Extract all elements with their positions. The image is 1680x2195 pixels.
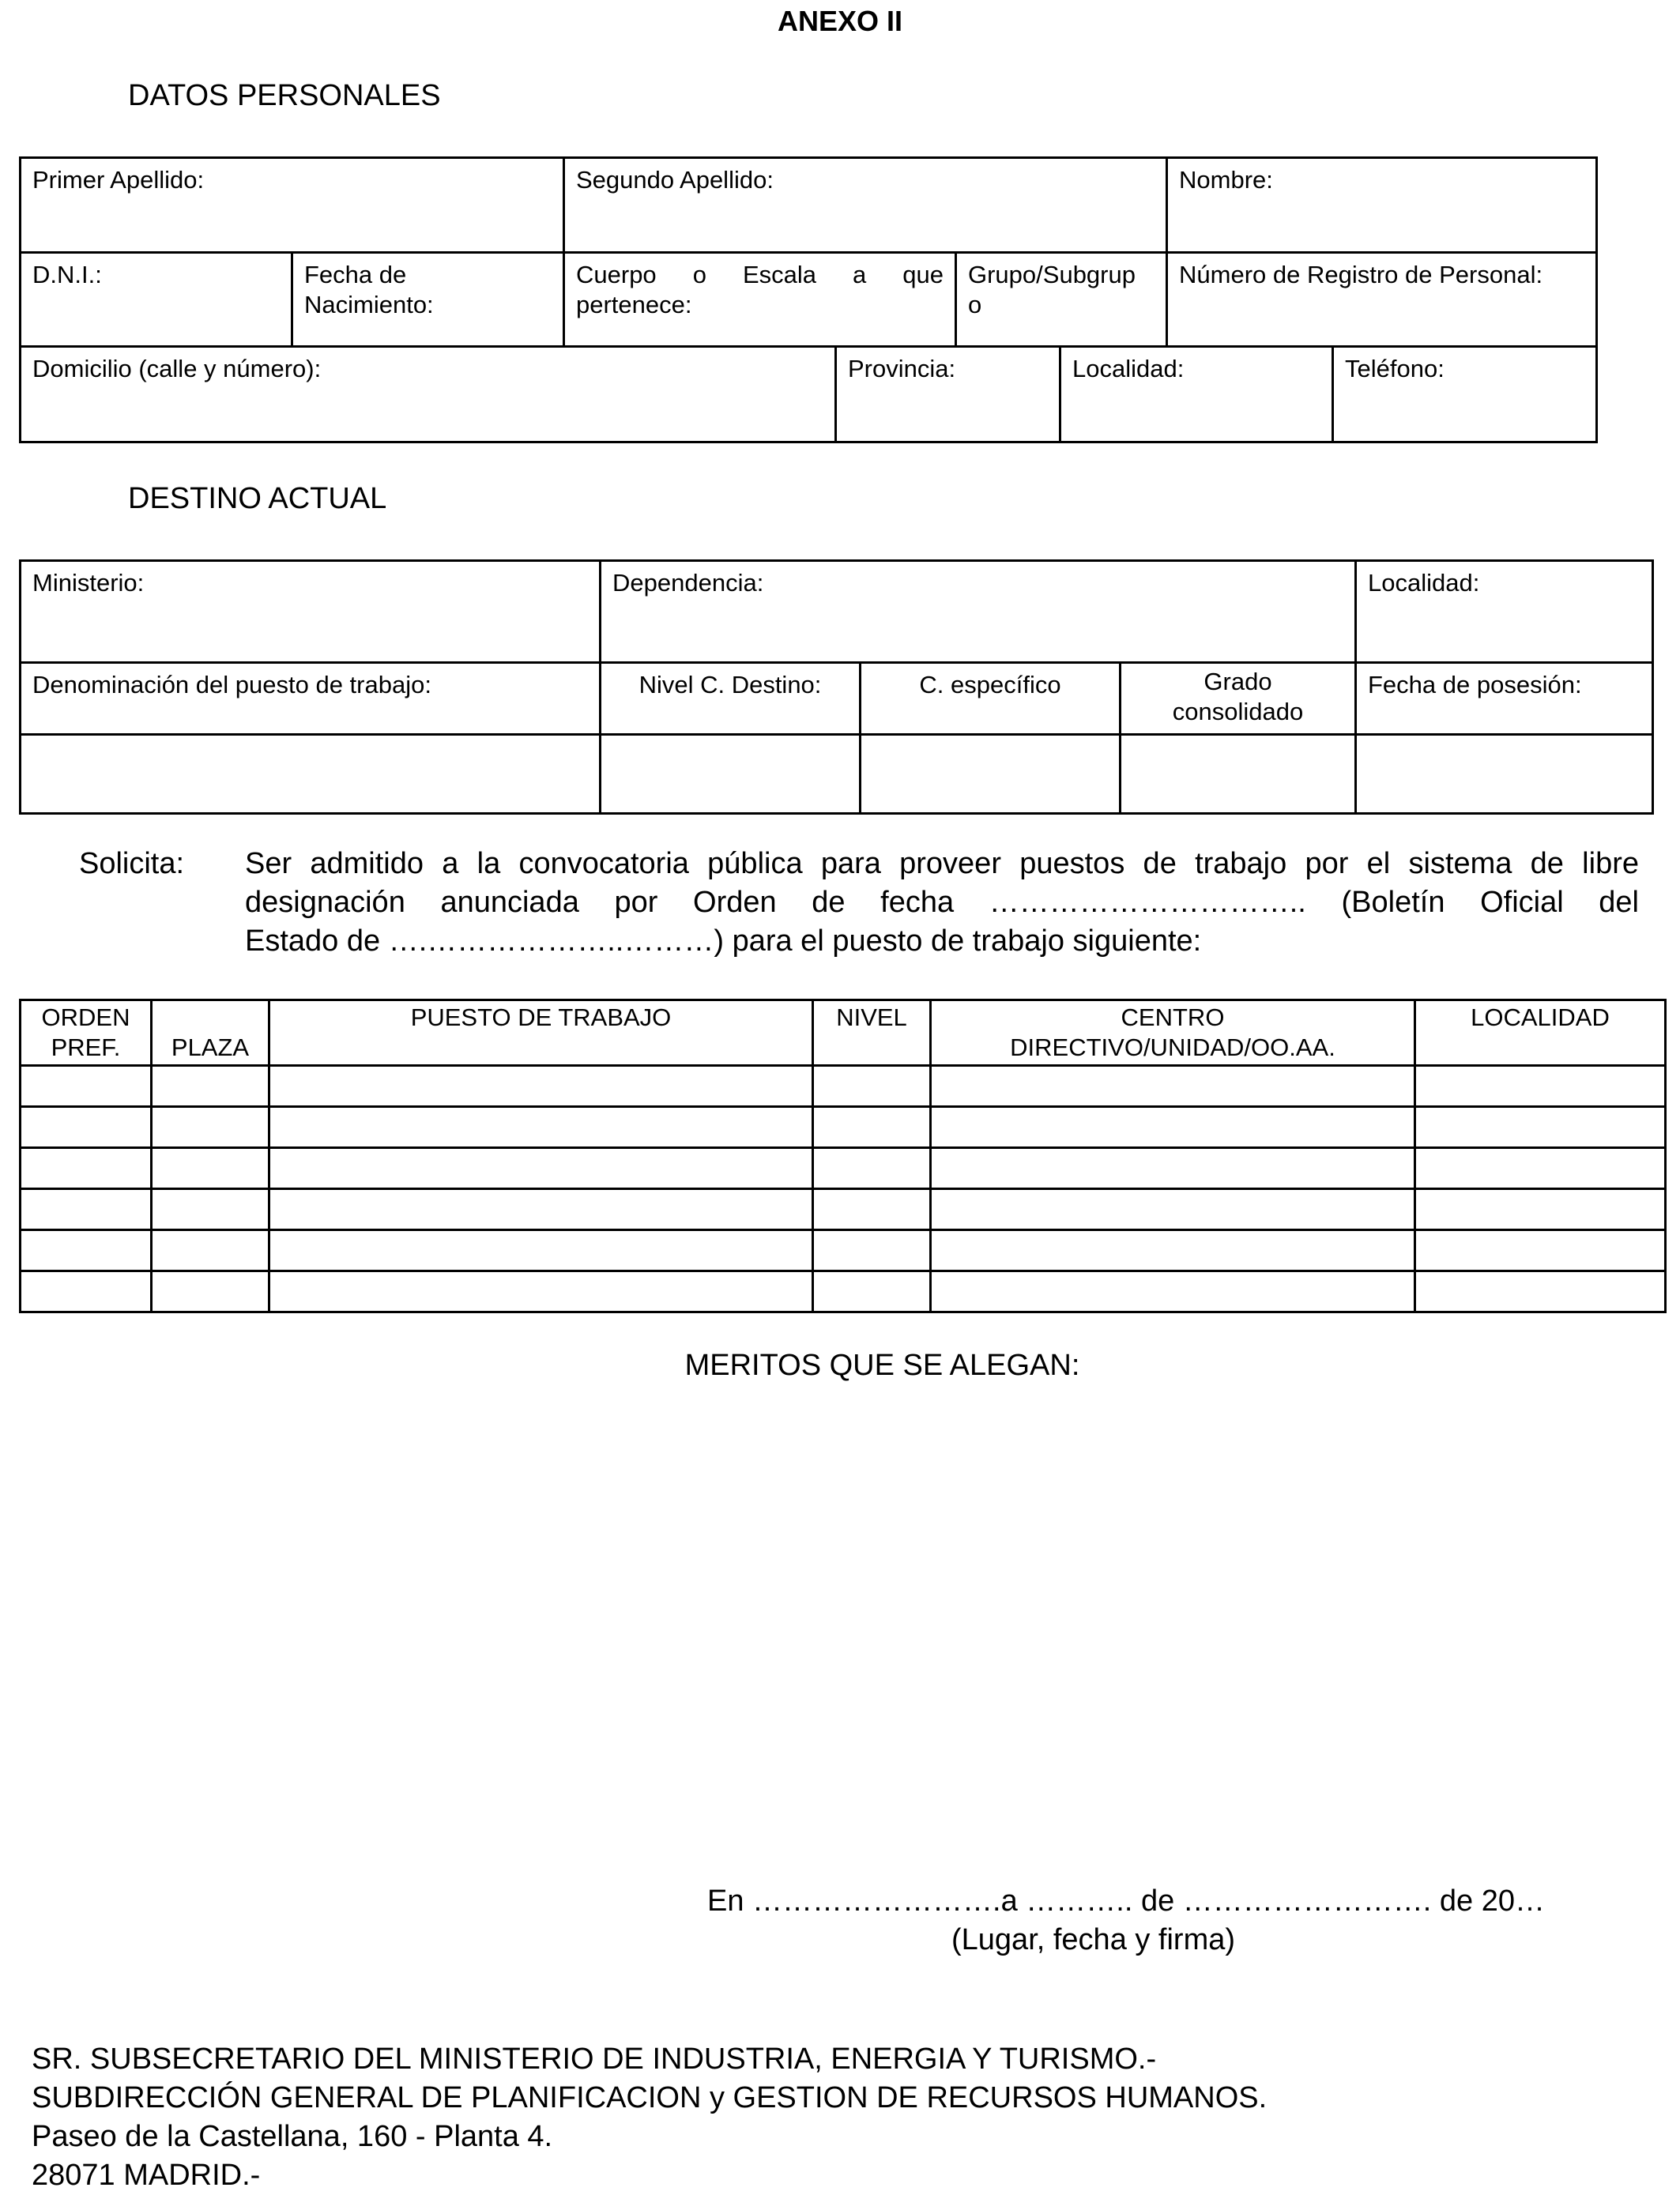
centro-label: CENTRO — [1121, 1003, 1225, 1031]
nombre-label: Nombre: — [1179, 166, 1273, 194]
localidad-cell[interactable] — [1415, 1148, 1666, 1189]
grado-label-2: consolidado — [1172, 698, 1304, 725]
plaza-header — [152, 1000, 269, 1066]
localidad-label: Localidad: — [1072, 355, 1185, 382]
especifico-header — [861, 663, 1121, 735]
grupo-label-2: o — [968, 291, 982, 318]
localidad-cell[interactable] — [1415, 1271, 1666, 1312]
nivel-destino-header — [601, 663, 861, 735]
cuerpo-escala-field[interactable] — [564, 253, 956, 347]
dni-label: D.N.I.: — [32, 261, 102, 288]
segundo-apellido-field[interactable] — [564, 158, 1167, 253]
grupo-field[interactable] — [956, 253, 1167, 347]
denominacion-header — [21, 663, 601, 735]
orden-header — [21, 1000, 152, 1066]
puesto-cell[interactable] — [269, 1148, 813, 1189]
solicita-line-2: designación anunciada por Orden de fecha ………………………….. (Boletín Oficial del — [245, 886, 1639, 919]
centro-cell[interactable] — [931, 1271, 1415, 1312]
dni-field[interactable] — [21, 253, 292, 347]
especifico-label: C. específico — [919, 671, 1061, 698]
grado-label: Grado — [1203, 668, 1272, 695]
localidad-cell[interactable] — [1415, 1189, 1666, 1230]
orden-cell[interactable] — [21, 1148, 152, 1189]
grupo-label: Grupo/Subgrup — [968, 261, 1136, 288]
dependencia-label: Dependencia: — [612, 569, 764, 597]
cuerpo-escala-label-2: pertenece: — [576, 291, 692, 318]
plaza-cell[interactable] — [152, 1066, 269, 1107]
centro-cell[interactable] — [931, 1230, 1415, 1271]
fecha-nacimiento-label-2: Nacimiento: — [304, 291, 434, 318]
puestos-localidad-label: LOCALIDAD — [1471, 1003, 1610, 1031]
centro-cell[interactable] — [931, 1148, 1415, 1189]
centro-cell[interactable] — [931, 1189, 1415, 1230]
primer-apellido-label: Primer Apellido: — [32, 166, 205, 194]
domicilio-label: Domicilio (calle y número): — [32, 355, 322, 382]
puesto-label: PUESTO DE TRABAJO — [410, 1003, 672, 1031]
puesto-cell[interactable] — [269, 1107, 813, 1148]
provincia-label: Provincia: — [848, 355, 956, 382]
firma-caption: (Lugar, fecha y firma) — [951, 1923, 1236, 1956]
dependencia-field[interactable] — [601, 561, 1356, 663]
localidad-field[interactable] — [1060, 347, 1333, 442]
solicita-line-3: Estado de ….………………..………) para el puesto de trabajo siguiente: — [245, 924, 1202, 958]
table-row — [21, 1066, 1666, 1107]
meritos-heading: MERITOS QUE SE ALEGAN: — [684, 1349, 1080, 1382]
destino-table — [19, 559, 1654, 815]
nivel-header — [813, 1000, 931, 1066]
section-heading-personal: DATOS PERSONALES — [128, 79, 441, 112]
plaza-label: PLAZA — [171, 1033, 250, 1061]
denominacion-label: Denominación del puesto de trabajo: — [32, 671, 431, 698]
section-heading-destino: DESTINO ACTUAL — [128, 482, 387, 515]
registro-personal-label: Número de Registro de Personal: — [1179, 261, 1543, 288]
puesto-header — [269, 1000, 813, 1066]
orden-cell[interactable] — [21, 1230, 152, 1271]
fecha-nacimiento-field[interactable] — [292, 253, 564, 347]
plaza-cell[interactable] — [152, 1148, 269, 1189]
table-row — [21, 1189, 1666, 1230]
localidad-cell[interactable] — [1415, 1230, 1666, 1271]
grado-input[interactable] — [1121, 735, 1356, 814]
fecha-nacimiento-label: Fecha de — [304, 261, 407, 288]
puestos-table — [19, 999, 1667, 1313]
nivel-cell[interactable] — [813, 1271, 931, 1312]
centro-label-2: DIRECTIVO/UNIDAD/OO.AA. — [1010, 1033, 1335, 1061]
puesto-cell[interactable] — [269, 1230, 813, 1271]
plaza-cell[interactable] — [152, 1189, 269, 1230]
nivel-cell[interactable] — [813, 1148, 931, 1189]
telefono-label: Teléfono: — [1345, 355, 1445, 382]
nombre-field[interactable] — [1167, 158, 1597, 253]
destino-localidad-field[interactable] — [1356, 561, 1653, 663]
puesto-cell[interactable] — [269, 1066, 813, 1107]
personal-address-table — [19, 345, 1598, 443]
solicita-label: Solicita: — [79, 847, 185, 880]
nivel-destino-label: Nivel C. Destino: — [638, 671, 822, 698]
centro-header — [931, 1000, 1415, 1066]
ministerio-label: Ministerio: — [32, 569, 145, 597]
destinatario-block — [32, 2040, 1267, 2195]
segundo-apellido-label: Segundo Apellido: — [576, 166, 774, 194]
orden-label-2: PREF. — [51, 1033, 121, 1061]
nivel-cell[interactable] — [813, 1230, 931, 1271]
orden-cell[interactable] — [21, 1107, 152, 1148]
centro-cell[interactable] — [931, 1066, 1415, 1107]
domicilio-field[interactable] — [21, 347, 836, 442]
orden-cell[interactable] — [21, 1066, 152, 1107]
puesto-cell[interactable] — [269, 1189, 813, 1230]
firma-line: En …………………….a ……….. de ……………………. de 20… — [707, 1884, 1545, 1918]
destinatario-line-1: SR. SUBSECRETARIO DEL MINISTERIO DE INDUSTRIA, ENERGIA Y TURISMO.- — [32, 2043, 1157, 2076]
destinatario-line-4: 28071 MADRID.- — [32, 2159, 261, 2192]
grado-header — [1121, 663, 1356, 735]
posesion-header — [1356, 663, 1653, 735]
localidad-cell[interactable] — [1415, 1107, 1666, 1148]
denominacion-input[interactable] — [21, 735, 601, 814]
centro-cell[interactable] — [931, 1107, 1415, 1148]
orden-label: ORDEN — [41, 1003, 130, 1031]
plaza-cell[interactable] — [152, 1230, 269, 1271]
destinatario-line-2: SUBDIRECCIÓN GENERAL DE PLANIFICACION y GESTION DE RECURSOS HUMANOS. — [32, 2081, 1268, 2114]
plaza-cell[interactable] — [152, 1107, 269, 1148]
solicita-line-1: Ser admitido a la convocatoria pública para proveer puestos de trabajo por el sistema de libre — [245, 847, 1639, 880]
localidad-cell[interactable] — [1415, 1066, 1666, 1107]
puestos-localidad-header — [1415, 1000, 1666, 1066]
posesion-input[interactable] — [1356, 735, 1653, 814]
provincia-field[interactable] — [836, 347, 1060, 442]
personal-data-table — [19, 156, 1598, 348]
table-row — [21, 1107, 1666, 1148]
especifico-input[interactable] — [861, 735, 1121, 814]
telefono-field[interactable] — [1333, 347, 1597, 442]
nivel-cell[interactable] — [813, 1066, 931, 1107]
cuerpo-escala-label: Cuerpo o Escala a que — [576, 261, 944, 288]
table-row — [21, 1148, 1666, 1189]
orden-cell[interactable] — [21, 1271, 152, 1312]
nivel-destino-input[interactable] — [601, 735, 861, 814]
nivel-cell[interactable] — [813, 1107, 931, 1148]
primer-apellido-field[interactable] — [21, 158, 564, 253]
posesion-label: Fecha de posesión: — [1368, 671, 1582, 698]
table-row — [21, 1271, 1666, 1312]
nivel-label: NIVEL — [836, 1003, 907, 1031]
plaza-cell[interactable] — [152, 1271, 269, 1312]
solicita-text — [245, 845, 1639, 961]
puesto-cell[interactable] — [269, 1271, 813, 1312]
ministerio-field[interactable] — [21, 561, 601, 663]
destino-localidad-label: Localidad: — [1368, 569, 1480, 597]
registro-personal-field[interactable] — [1167, 253, 1597, 347]
nivel-cell[interactable] — [813, 1189, 931, 1230]
orden-cell[interactable] — [21, 1189, 152, 1230]
destinatario-line-3: Paseo de la Castellana, 160 - Planta 4. — [32, 2120, 553, 2153]
page-title: ANEXO II — [777, 5, 903, 37]
table-row — [21, 1230, 1666, 1271]
